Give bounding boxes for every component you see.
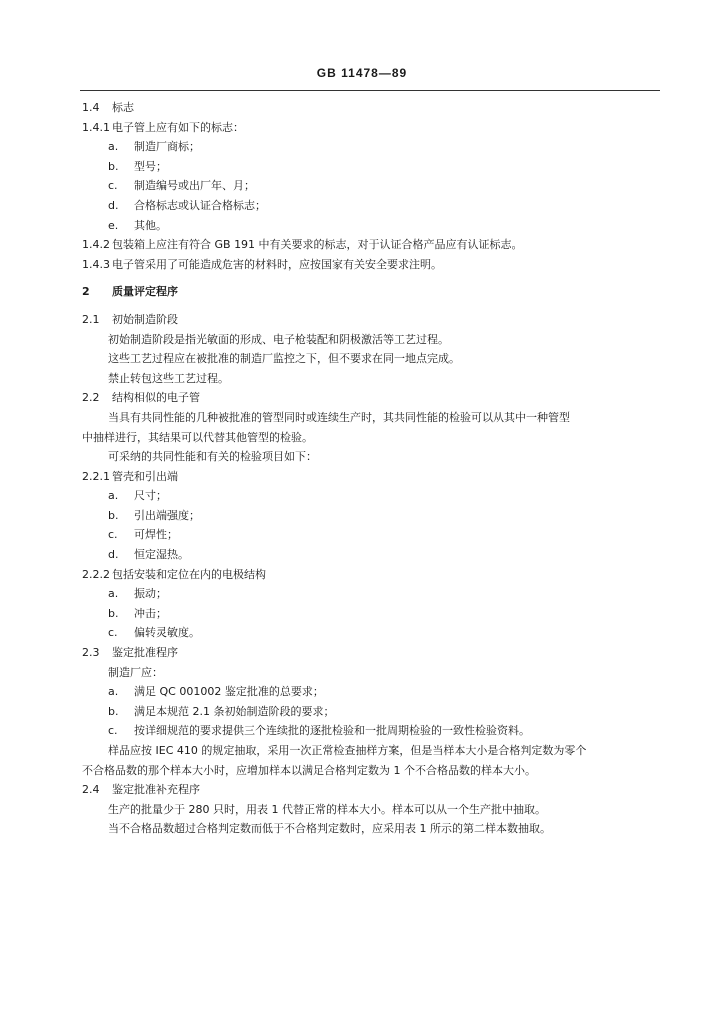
section-number: 2 [82,285,90,299]
section-heading [82,780,662,800]
section-title: 初始制造阶段 [112,312,178,326]
paragraph-line: 制造厂应： [108,665,163,679]
list-marker: a. [108,685,119,699]
list-item-text: 型号； [134,159,167,173]
list-marker: b. [108,159,119,173]
section-heading [82,282,662,302]
list-item [82,137,662,157]
list-marker: b. [108,606,119,620]
document-body [82,98,662,839]
section-title: 电子管采用了可能造成危害的材料时，应按国家有关安全要求注明。 [112,257,442,271]
list-item [82,486,662,506]
list-item-text: 冲击； [134,606,167,620]
list-item-text: 按详细规范的要求提供三个连续批的逐批检验和一批周期检验的一致性检验资料。 [134,724,530,738]
section-heading [82,98,662,118]
list-item [82,604,662,624]
list-item [82,157,662,177]
list-item [82,176,662,196]
section-number: 2.4 [82,783,100,797]
section-number: 1.4.1 [82,120,110,134]
section-heading [82,310,662,330]
section-title: 结构相似的电子管 [112,391,200,405]
list-item-text: 尺寸； [134,489,167,503]
spacer [82,302,662,310]
section-title: 包装箱上应注有符合 GB 191 中有关要求的标志，对于认证合格产品应有认证标志。 [112,238,523,252]
list-marker: c. [108,528,118,542]
list-marker: c. [108,724,118,738]
list-item-text: 恒定湿热。 [134,548,189,562]
list-item [82,584,662,604]
section-heading [82,565,662,585]
list-item [82,682,662,702]
list-item [82,545,662,565]
paragraph-line: 这些工艺过程应在被批准的制造厂监控之下，但不要求在同一地点完成。 [108,352,460,366]
list-item-text: 引出端强度； [134,508,200,522]
section-number: 2.2.1 [82,469,110,483]
section-number: 1.4.2 [82,238,110,252]
list-item [82,506,662,526]
section-heading [82,643,662,663]
list-item-text: 其他。 [134,218,167,232]
list-marker: a. [108,587,119,601]
list-item-text: 偏转灵敏度。 [134,626,200,640]
list-marker: d. [108,548,119,562]
header-rule [80,90,660,91]
list-marker: e. [108,218,119,232]
list-item [82,216,662,236]
paragraph-line: 当具有共同性能的几种被批准的管型同时或连续生产时，其共同性能的检验可以从其中一种管型 [108,410,570,424]
spacer [82,274,662,282]
list-item-text: 振动； [134,587,167,601]
paragraph-line: 初始制造阶段是指光敏面的形成、电子枪装配和阴极激活等工艺过程。 [108,332,449,346]
list-item-text: 制造编号或出厂年、月； [134,179,255,193]
standard-header: GB 11478—89 [316,66,408,80]
section-title: 质量评定程序 [112,285,178,299]
section-heading [82,118,662,138]
list-item [82,196,662,216]
section-number: 2.1 [82,312,100,326]
paragraph-line: 可采纳的共同性能和有关的检验项目如下： [108,450,317,464]
section-title: 包括安装和定位在内的电极结构 [112,567,266,581]
list-marker: a. [108,140,119,154]
paragraph-line: 禁止转包这些工艺过程。 [108,371,229,385]
paragraph-line: 生产的批量少于 280 只时，用表 1 代替正常的样本大小。样本可以从一个生产批中抽取。 [108,802,546,816]
list-marker: a. [108,489,119,503]
section-number: 1.4 [82,101,100,114]
paragraph-line: 不合格品数的那个样本大小时，应增加样本以满足合格判定数为 1 个不合格品数的样本大小。 [82,763,536,777]
section-title: 鉴定批准程序 [112,646,178,660]
list-item [82,525,662,545]
list-marker: d. [108,198,119,212]
section-number: 2.2.2 [82,567,110,581]
paragraph-line: 样品应按 IEC 410 的规定抽取，采用一次正常检查抽样方案，但是当样本大小是合格判定数为零个 [108,744,587,757]
list-marker: c. [108,179,118,193]
section-heading [82,255,662,275]
list-item-text: 满足 QC 001002 鉴定批准的总要求； [134,685,324,699]
list-marker: c. [108,626,118,640]
section-number: 1.4.3 [82,257,110,271]
section-title: 鉴定批准补充程序 [112,783,200,797]
list-item-text: 可焊性； [134,528,178,542]
list-marker: b. [108,704,119,718]
list-marker: b. [108,508,119,522]
section-number: 2.3 [82,646,100,660]
list-item [82,721,662,741]
list-item-text: 制造厂商标； [134,140,200,154]
section-heading [82,235,662,255]
list-item-text: 满足本规范 2.1 条初始制造阶段的要求； [134,704,335,718]
list-item [82,623,662,643]
list-item-text: 合格标志或认证合格标志； [134,198,266,212]
section-title: 电子管上应有如下的标志： [112,120,244,134]
section-number: 2.2 [82,391,100,405]
list-item [82,702,662,722]
section-title: 标志 [112,101,134,114]
paragraph-line: 中抽样进行，其结果可以代替其他管型的检验。 [82,430,313,444]
paragraph-line: 当不合格品数超过合格判定数而低于不合格判定数时，应采用表 1 所示的第二样本数抽取。 [108,822,551,836]
section-heading [82,388,662,408]
section-heading [82,467,662,487]
section-title: 管壳和引出端 [112,469,178,483]
